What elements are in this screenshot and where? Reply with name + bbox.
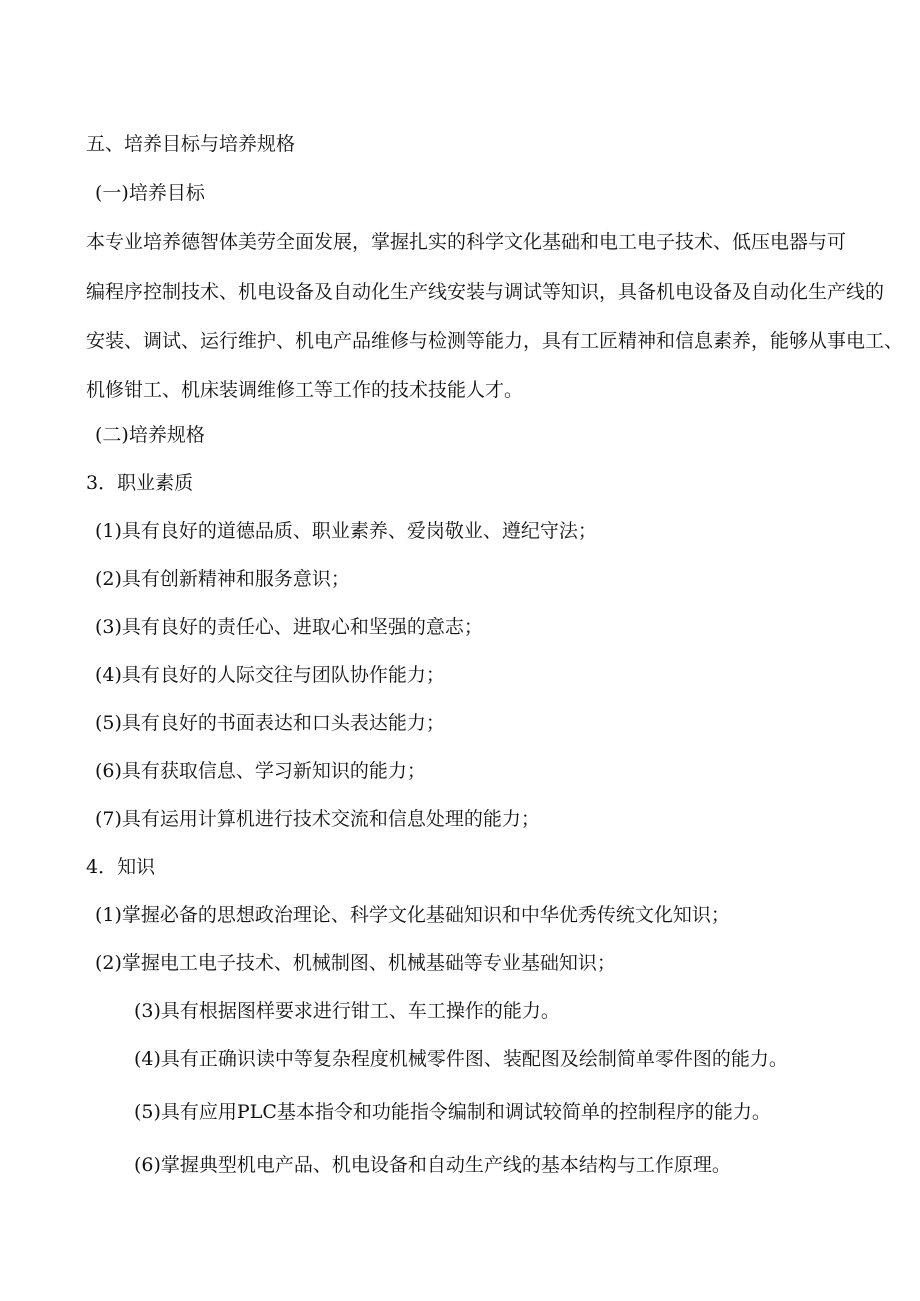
section-heading: 五、培养目标与培养规格	[86, 133, 296, 155]
paragraph-line-3: 安装、调试、运行维护、机电产品维修与检测等能力，具有工匠精神和信息素养，能够从事电工、	[86, 330, 904, 352]
quality-item: (2)具有创新精神和服务意识；	[95, 568, 350, 590]
quality-item: (7)具有运用计算机进行技术交流和信息处理的能力；	[95, 808, 540, 830]
quality-item: (3)具有良好的责任心、进取心和坚强的意志；	[95, 616, 483, 638]
quality-item: (6)具有获取信息、学习新知识的能力；	[95, 760, 426, 782]
knowledge-item: (2)掌握电工电子技术、机械制图、机械基础等专业基础知识；	[95, 952, 616, 974]
knowledge-item: (3)具有根据图样要求进行钳工、车工操作的能力。	[134, 1000, 560, 1022]
paragraph-line-1: 本专业培养德智体美劳全面发展，掌握扎实的科学文化基础和电工电子技术、低压电器与可	[86, 231, 847, 253]
paragraph-line-4: 机修钳工、机床装调维修工等工作的技术技能人才。	[86, 379, 524, 401]
objectives-paragraph	[86, 230, 904, 402]
paragraph-line-2: 编程序控制技术、机电设备及自动化生产线安装与调试等知识，具备机电设备及自动化生产线的	[86, 281, 885, 303]
quality-item: (4)具有良好的人际交往与团队协作能力；	[95, 664, 445, 686]
professional-quality-heading: 3．职业素质	[86, 472, 194, 494]
objectives-heading: (一)培养目标	[95, 182, 205, 204]
specifications-heading: (二)培养规格	[95, 424, 205, 446]
knowledge-item: (1)掌握必备的思想政治理论、科学文化基础知识和中华优秀传统文化知识；	[95, 904, 730, 926]
knowledge-item: (6)掌握典型机电产品、机电设备和自动生产线的基本结构与工作原理。	[134, 1154, 731, 1176]
quality-item: (5)具有良好的书面表达和口头表达能力；	[95, 712, 445, 734]
knowledge-item: (4)具有正确识读中等复杂程度机械零件图、装配图及绘制简单零件图的能力。	[134, 1048, 788, 1070]
quality-item: (1)具有良好的道德品质、职业素养、爱岗敬业、遵纪守法；	[95, 520, 597, 542]
knowledge-heading: 4．知识	[86, 856, 156, 878]
knowledge-item: (5)具有应用PLC基本指令和功能指令编制和调试较简单的控制程序的能力。	[134, 1101, 771, 1123]
